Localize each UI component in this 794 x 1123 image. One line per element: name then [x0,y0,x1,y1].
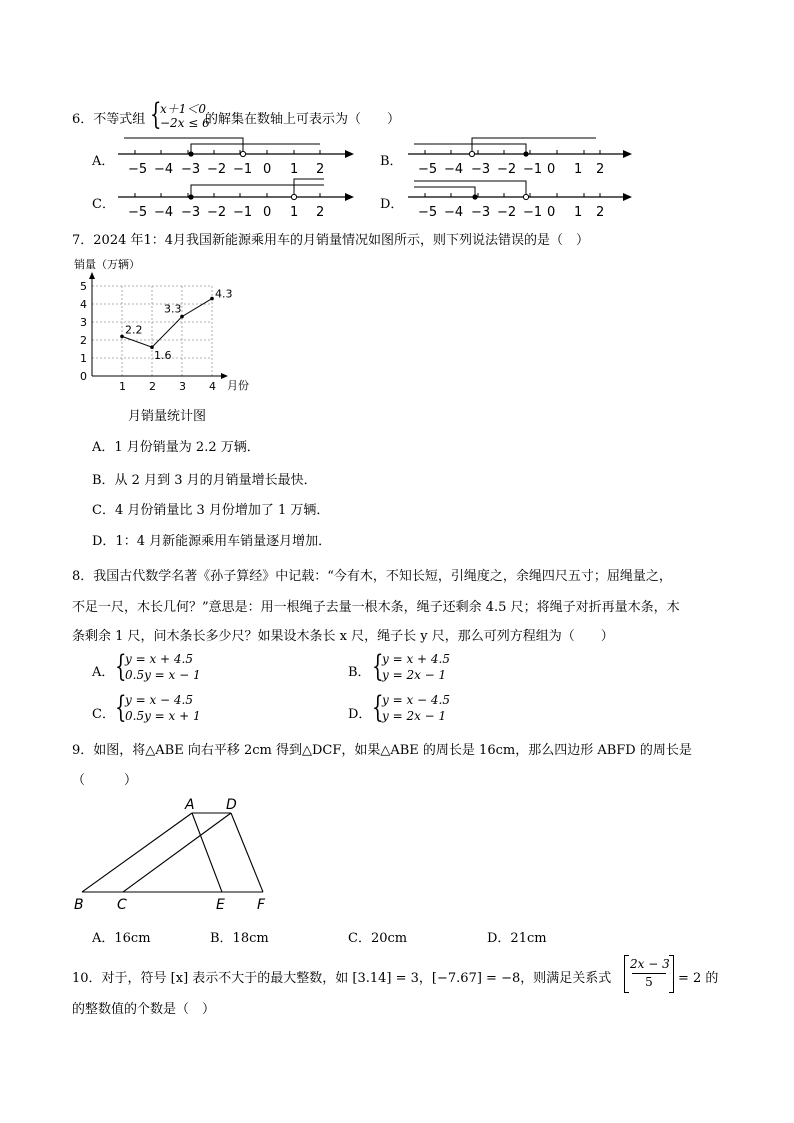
y-axis-arrow [89,272,95,279]
translation-figure [70,795,290,915]
tick-label: −2 [497,205,517,220]
monthly-sales-chart [70,254,270,394]
tick-label: −2 [207,205,227,220]
q8-option-d-system[interactable]: { y = x − 4.5 y = 2x − 1 [372,690,450,725]
equation: y = x + 4.5 [125,652,193,666]
q6-inequality-system: { x＋1＜0 −2x ≤ 6 [150,97,210,132]
tick-label: −4 [444,162,464,177]
equation: 0.5y = x − 1 [125,668,201,682]
q9-option-a[interactable]: A．16cm [92,931,151,946]
y-tick-label: 1 [80,352,87,365]
data-label: 3.3 [164,302,182,316]
q6-option-b[interactable]: B． [380,154,403,169]
chart-x-axis-label: 月份 [227,379,249,392]
tick-label: 1 [574,162,583,177]
y-tick-label: 0 [80,370,87,383]
tick-label: 2 [316,162,325,177]
tick-label: 1 [290,162,299,177]
fraction-numerator: 2x − 3 [630,957,670,971]
chart-caption: 月销量统计图 [128,409,207,424]
tick-label: −4 [154,205,174,220]
tick-label: −5 [418,205,438,220]
y-tick-label: 2 [80,334,87,347]
q8-option-b-system[interactable]: { y = x + 4.5 y = 2x − 1 [372,649,450,684]
point-label-a: A [185,797,195,813]
q6-numberline-d [400,173,640,223]
segment-df [231,813,263,892]
tick-label: −2 [497,162,517,177]
tick-label: −3 [471,205,491,220]
segment-ab [82,813,192,892]
q6-inequality-1: x＋1＜0 [160,102,207,116]
fraction-denominator: 5 [645,975,653,989]
chart-y-axis-label: 销量（万辆） [74,258,140,271]
tick-label: −4 [154,162,174,177]
q9-option-d[interactable]: D．21cm [487,931,547,946]
tick-label: −5 [418,162,438,177]
q10-part-1: 10．对于，符号 [x] 表示不大于的最大整数，如 [3.14] = 3，[−7.67] = −8，则满足关系式 [72,971,612,986]
tick-label: −3 [181,162,201,177]
x-tick-label: 4 [209,380,216,393]
q6-lead: 6．不等式组 [72,112,146,127]
q7-option-c[interactable]: C．4 月份销量比 3 月份增加了 1 万辆． [92,503,330,518]
q9-line-2: （ ） [72,773,138,788]
point-label-e: E [216,897,225,913]
q10-floor-fraction [624,955,674,993]
tick-label: 2 [316,205,325,220]
q6-option-a[interactable]: A． [92,154,115,169]
y-tick-label: 3 [80,316,87,329]
x-tick-label: 1 [119,380,126,393]
tick-label: −1 [233,162,253,177]
tick-label: 2 [596,162,605,177]
q6-option-d[interactable]: D． [380,197,404,212]
data-label: 4.3 [215,287,233,301]
tick-label: −3 [471,162,491,177]
tick-label: −1 [233,205,253,220]
q8-line-2: 不足一尺，木长几何？”意思是：用一根绳子去量一根木条，绳子还剩余 4.5 尺；将绳子对折再量木条，木 [72,600,680,615]
q8-option-c-label[interactable]: C． [92,707,115,722]
q8-option-a-label[interactable]: A． [92,665,115,680]
tick-label: 0 [547,162,556,177]
tick-label: 2 [596,205,605,220]
point-label-c: C [117,897,127,913]
tick-label: −5 [128,162,148,177]
segment-ae [192,813,222,892]
q6-tail: 的解集在数轴上可表示为（ ） [205,112,401,127]
equation: y = x − 4.5 [125,693,193,707]
data-point [210,297,214,301]
equation: 0.5y = x + 1 [125,709,201,723]
q6-option-c[interactable]: C． [92,197,115,212]
point-label-b: B [74,897,84,913]
data-label: 1.6 [154,349,172,363]
tick-label: −1 [523,162,543,177]
q9-option-b[interactable]: B．18cm [210,931,269,946]
tick-label: 1 [290,205,299,220]
tick-label: 0 [263,205,272,220]
equation: y = 2x − 1 [382,668,447,682]
q9-option-c[interactable]: C．20cm [348,931,408,946]
q7-option-d[interactable]: D．1：4 月新能源乘用车销量逐月增加． [92,534,332,549]
q6-inequality-2: −2x ≤ 6 [160,116,210,130]
y-tick-label: 5 [80,280,87,293]
tick-label: −1 [523,205,543,220]
q8-option-b-label[interactable]: B． [348,665,371,680]
point-label-f: F [257,897,266,913]
tick-label: −5 [128,205,148,220]
q10-part-2: = 2 的 [678,971,719,986]
segment-dc [123,813,231,892]
q8-option-c-system[interactable]: { y = x − 4.5 0.5y = x + 1 [115,690,201,725]
q8-line-1: 8．我国古代数学名著《孙子算经》中记载：“今有木，不知长短，引绳度之，余绳四尺五寸；屈绳量之， [72,569,672,584]
q9-line-1: 9．如图，将△ABE 向右平移 2cm 得到△DCF，如果△ABE 的周长是 16cm，那么四边形 ABFD 的周长是 [72,743,692,758]
q6-numberline-c [110,173,360,223]
point-label-d: D [226,797,237,813]
q7-option-a[interactable]: A．1 月份销量为 2.2 万辆． [92,440,260,455]
equation: y = 2x − 1 [382,709,447,723]
tick-label: 0 [263,162,272,177]
tick-label: −4 [444,205,464,220]
q10-line-2: 的整数值的个数是（ ） [72,1002,216,1017]
tick-label: 1 [574,205,583,220]
tick-label: 0 [547,205,556,220]
x-tick-label: 2 [149,380,156,393]
y-tick-label: 4 [80,298,87,311]
q8-option-a-system[interactable]: { y = x + 4.5 0.5y = x − 1 [115,649,201,684]
tick-label: −3 [181,205,201,220]
tick-label: −2 [207,162,227,177]
q7-question: 7．2024 年1：4月我国新能源乘用车的月销量情况如图所示，则下列说法错误的是（ ） [72,233,590,248]
data-label: 2.2 [125,323,143,337]
x-tick-label: 3 [179,380,186,393]
q7-option-b[interactable]: B．从 2 月到 3 月的月销量增长最快． [92,473,317,488]
equation: y = x − 4.5 [382,693,450,707]
data-point [120,335,124,339]
q8-option-d-label[interactable]: D． [348,707,372,722]
equation: y = x + 4.5 [382,652,450,666]
q8-line-3: 条剩余 1 尺，问木条长多少尺？如果设木条长 x 尺，绳子长 y 尺，那么可列方程组为（ ） [72,629,614,644]
